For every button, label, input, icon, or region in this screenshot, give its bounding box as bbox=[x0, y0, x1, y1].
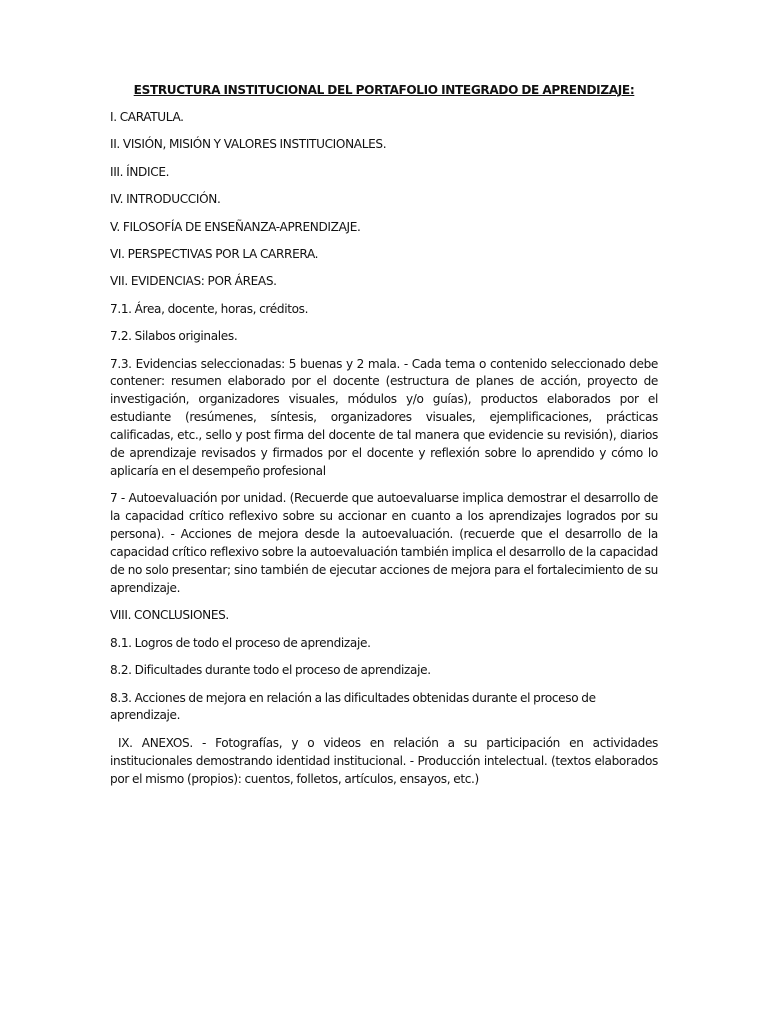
section-perspectivas: VI. PERSPECTIVAS POR LA CARRERA. bbox=[110, 246, 319, 261]
section-evidencias: VII. EVIDENCIAS: POR ÁREAS. bbox=[110, 274, 277, 289]
subsection-7-autoevaluacion: 7 - Autoevaluación por unidad. (Recuerde que autoevaluarse implica demostrar el desarrollo de la capacidad crítico reflexivo sobre su accionar en cuanto a los aprendizajes logrados por su persona). - Acciones de mejora desde la autoevaluación. (recuerde que el desarrollo de la capacidad crítico reflexivo sobre la autoevaluación también implica el desarrollo de la capacidad de no solo presentar; sino también de ejecutar acciones de mejora para el fortalecimiento de su aprendizaje. bbox=[110, 491, 658, 595]
subsection-7-1: 7.1. Área, docente, horas, créditos. bbox=[110, 301, 309, 316]
subsection-8-3: 8.3. Acciones de mejora en relación a las dificultades obtenidas durante el proceso de aprendizaje. bbox=[110, 690, 596, 723]
document-page bbox=[110, 82, 658, 798]
section-vision-mision: II. VISIÓN, MISIÓN Y VALORES INSTITUCIONALES. bbox=[110, 137, 387, 152]
section-indice: III. ÍNDICE. bbox=[110, 164, 170, 179]
subsection-8-2: 8.2. Dificultades durante todo el proceso de aprendizaje. bbox=[110, 663, 431, 678]
section-filosofia: V. FILOSOFÍA DE ENSEÑANZA-APRENDIZAJE. bbox=[110, 219, 361, 234]
subsection-8-1: 8.1. Logros de todo el proceso de aprendizaje. bbox=[110, 635, 371, 650]
section-introduccion: IV. INTRODUCCIÓN. bbox=[110, 192, 221, 207]
document-title: ESTRUCTURA INSTITUCIONAL DEL PORTAFOLIO INTEGRADO DE APRENDIZAJE: bbox=[133, 83, 635, 97]
subsection-7-3: 7.3. Evidencias seleccionadas: 5 buenas y 2 mala. - Cada tema o contenido seleccionado debe contener: resumen elaborado por el docente (estructura de planes de acción, proyecto de investigación, organizadores visuales, módulos y/o guías), productos elaborados por el estudiante (resúmenes, síntesis, organizadores visuales, ejemplificaciones, prácticas calificadas, etc., sello y post firma del docente de tal manera que evidencie su revisión), diarios de aprendizaje revisados y firmados por el docente y reflexión sobre lo aprendido y cómo lo aplicaría en el desempeño profesional bbox=[110, 356, 658, 478]
section-conclusiones: VIII. CONCLUSIONES. bbox=[110, 608, 229, 623]
section-anexos: IX. ANEXOS. - Fotografías, y o videos en relación a su participación en actividades institucionales demostrando identidad institucional. - Producción intelectual. (textos elaborados por el mismo (propios): cuentos, folletos, artículos, ensayos, etc.) bbox=[110, 735, 658, 786]
section-caratula: I. CARATULA. bbox=[110, 109, 184, 124]
subsection-7-2: 7.2. Silabos originales. bbox=[110, 329, 238, 344]
